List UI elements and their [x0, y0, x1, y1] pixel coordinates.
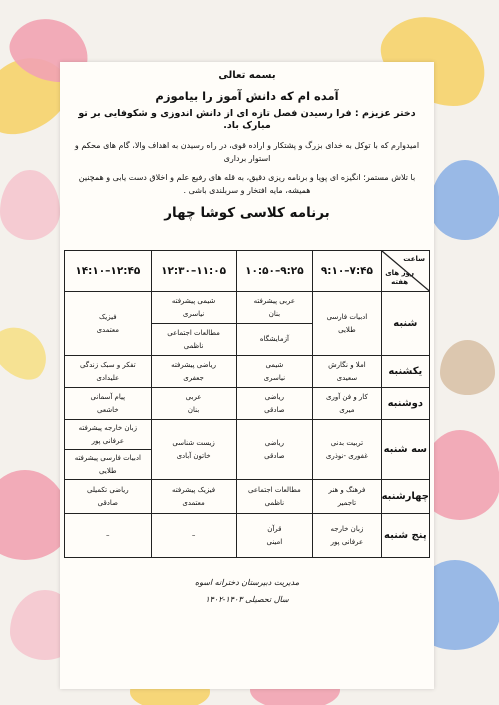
- class-cell: [151, 514, 236, 558]
- class-cell: [313, 480, 381, 514]
- welcome-line: آمده ام که دانش آموز را بیاموزم: [155, 89, 339, 103]
- day-tuesday: سه شنبه: [381, 420, 429, 480]
- class-cell: [65, 356, 152, 388]
- class-cell: [151, 480, 236, 514]
- class-cell: [151, 292, 236, 324]
- class-cell: [151, 388, 236, 420]
- cell-text: صادقی: [97, 498, 118, 507]
- class-cell: [65, 420, 152, 450]
- cell-text: قرآن: [267, 524, 282, 533]
- cell-text: –: [106, 531, 110, 540]
- cell-text: ریاضی پیشرفته: [171, 360, 216, 369]
- greeting-line: دختر عزیزم : فرا رسیدن فصل تازه ای از دانش اندوزی و شکوفایی بر تو مبارک باد.: [78, 108, 416, 132]
- cell-text: املا و نگارش: [328, 360, 366, 369]
- cell-text: علیدادی: [96, 373, 120, 382]
- cell-text: زبان خارجه پیشرفته: [78, 423, 137, 432]
- cell-text: عربی پیشرفته: [253, 296, 296, 305]
- day-sunday: یکشنبه: [381, 356, 429, 388]
- class-cell: [313, 292, 381, 356]
- schedule-table: [64, 250, 430, 558]
- cell-text: ناظمی: [264, 498, 285, 507]
- cell-text: ناظمی: [183, 341, 204, 350]
- cell-text: ادبیات فارسی: [326, 312, 368, 321]
- cell-text: نیاسری: [182, 309, 205, 318]
- schedule-sheet: [60, 62, 434, 689]
- cell-text: بنان: [187, 405, 200, 414]
- cell-text: خاتون آبادی: [176, 451, 211, 460]
- cell-text: صادقی: [264, 405, 285, 414]
- cell-text: مطالعات اجتماعی: [248, 485, 301, 494]
- cell-text: سعیدی: [336, 373, 358, 382]
- cell-text: خاشعی: [97, 405, 119, 414]
- class-cell: [236, 420, 313, 480]
- cell-text: عربی: [185, 392, 202, 401]
- time-header: ۱۲:۴۵–۱۴:۱۰: [65, 251, 152, 292]
- time-header: ۷:۴۵–۹:۱۰: [313, 251, 381, 292]
- class-cell: [313, 514, 381, 558]
- cell-text: فیزیک پیشرفته: [172, 485, 216, 494]
- wish-paragraph-2: با تلاش مستمر؛ انگیزه ای پویا و برنامه ریزی دقیق، به قله های رفیع علم و اخلاق دست یابی و همچنین همیشه، مایه افتخار و سربلندی باشی .: [78, 173, 416, 196]
- cell-text: شیمی پیشرفته: [171, 296, 216, 305]
- class-cell: [65, 388, 152, 420]
- cell-text: نیاسری: [263, 373, 286, 382]
- cell-text: ریاضی: [264, 392, 284, 401]
- bismillah: بسمه تعالی: [218, 70, 276, 81]
- class-cell: [65, 480, 152, 514]
- class-cell: [151, 420, 236, 480]
- class-cell: [151, 324, 236, 356]
- cell-text: غفوری -نوذری: [325, 451, 368, 460]
- cell-text: زیست شناسی: [172, 438, 215, 447]
- cell-text: تربیت بدنی: [330, 438, 364, 447]
- corner-header: ساعت روز های هفته: [381, 251, 429, 292]
- day-saturday: شنبه: [381, 292, 429, 356]
- class-cell: [151, 356, 236, 388]
- time-header: ۹:۲۵–۱۰:۵۰: [236, 251, 313, 292]
- cell-text: پیام آسمانی: [90, 392, 126, 401]
- cell-text: طلایی: [99, 466, 117, 475]
- cell-text: فرهنگ و هنر: [328, 485, 366, 494]
- cell-text: میری: [339, 405, 355, 414]
- cell-text: کار و فن آوری: [326, 392, 368, 401]
- cell-text: شیمی: [265, 360, 284, 369]
- time-header: ۱۱:۰۵–۱۲:۳۰: [151, 251, 236, 292]
- day-thursday: پنج شنبه: [381, 514, 429, 558]
- wish-paragraph-1: امیدوارم که با توکل به خدای بزرگ و پشتکار و اراده قوی، در راه رسیدن به اهداف والا، گام های محکم و استوار برداری: [74, 140, 420, 163]
- class-cell: [313, 356, 381, 388]
- cell-text: ادبیات فارسی پیشرفته: [74, 453, 141, 462]
- class-cell: [236, 514, 313, 558]
- class-cell: [65, 514, 152, 558]
- schedule-title: برنامه کلاسی کوشا چهار: [164, 205, 330, 222]
- cell-text: تاجمیر: [337, 498, 357, 507]
- cell-text: تفکر و سبک زندگی: [79, 360, 136, 369]
- cell-text: عرفانی پور: [91, 436, 125, 445]
- cell-text: زبان خارجه: [330, 524, 364, 533]
- cell-text: صادقی: [264, 451, 285, 460]
- cell-text: مطالعات اجتماعی: [167, 328, 220, 337]
- signature-block: [60, 574, 434, 609]
- cell-text: آزمایشگاه: [259, 335, 289, 344]
- day-wednesday: چهارشنبه: [381, 480, 429, 514]
- cell-text: عرفانی پور: [330, 537, 364, 546]
- day-monday: دوشنبه: [381, 388, 429, 420]
- class-cell: [236, 292, 313, 324]
- class-cell: [313, 420, 381, 480]
- cell-text: معتمدی: [96, 325, 120, 334]
- school-management: مدیریت دبیرستان دخترانه اسوه: [194, 577, 300, 587]
- academic-year: سال تحصیلی ۱۴۰۳-۱۴۰۲: [205, 595, 289, 605]
- class-cell: [313, 388, 381, 420]
- cell-text: –: [191, 531, 196, 540]
- cell-text: جعفری: [183, 373, 204, 382]
- cell-text: معتمدی: [182, 498, 205, 507]
- class-cell: [236, 480, 313, 514]
- cell-text: طلایی: [338, 325, 356, 334]
- cell-text: بنان: [268, 309, 281, 318]
- cell-text: ریاضی: [264, 438, 284, 447]
- class-cell: [236, 356, 313, 388]
- class-cell: [236, 388, 313, 420]
- cell-text: فیزیک: [99, 312, 117, 321]
- class-cell: [65, 450, 152, 480]
- cell-text: ریاضی تکمیلی: [87, 485, 129, 494]
- class-cell: [65, 292, 152, 356]
- cell-text: امینی: [266, 537, 283, 546]
- class-cell: [236, 324, 313, 356]
